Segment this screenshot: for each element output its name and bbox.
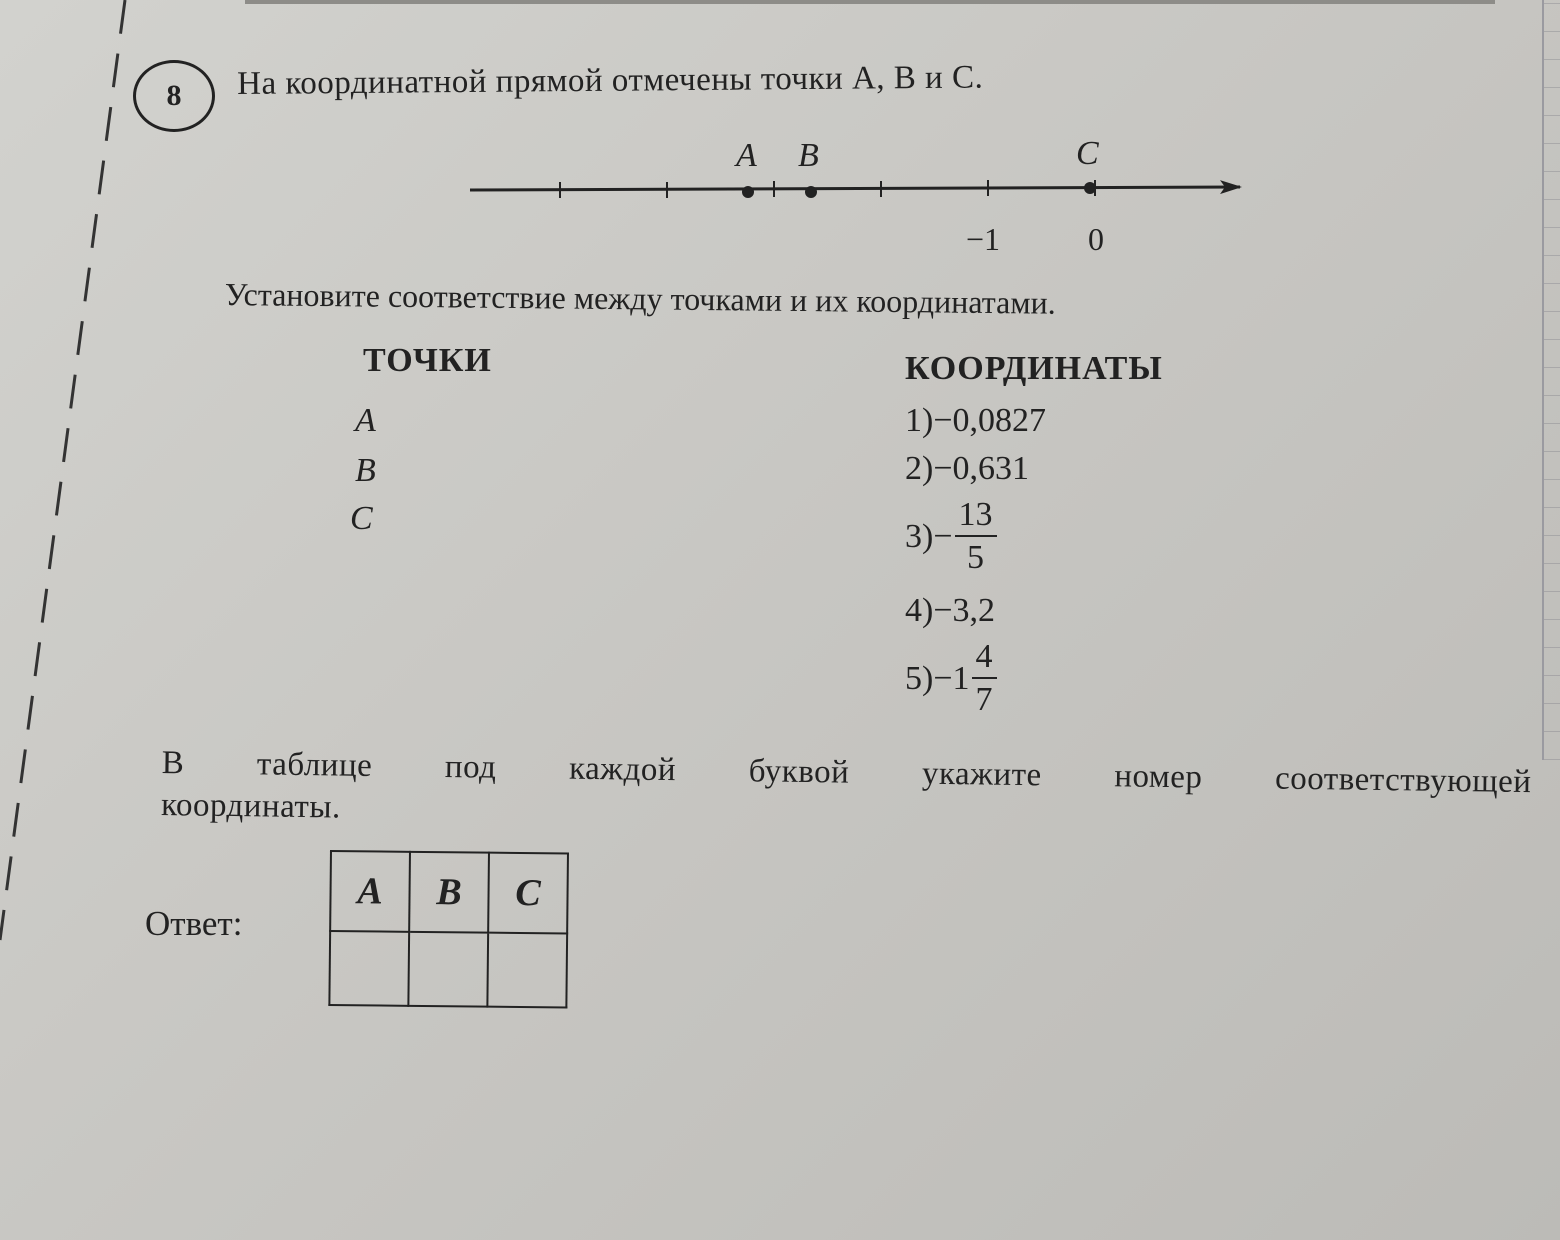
coordinates-header: КООРДИНАТЫ xyxy=(905,350,1163,387)
answer-cell-c[interactable] xyxy=(487,933,567,1008)
point-b-label: B xyxy=(798,137,819,174)
word: номер xyxy=(1114,758,1203,796)
word: В xyxy=(161,744,185,782)
fraction-numerator: 13 xyxy=(955,498,997,537)
point-c-dot xyxy=(1084,182,1096,194)
answer-instruction xyxy=(161,742,1532,845)
option-number: 4) xyxy=(905,592,934,629)
option-number: 1) xyxy=(905,402,934,439)
word: под xyxy=(444,748,497,786)
point-b-item: B xyxy=(355,452,376,489)
option-sign: − xyxy=(933,517,953,555)
point-c-label: C xyxy=(1076,135,1099,172)
tick-label-zero: 0 xyxy=(1088,221,1104,257)
answer-table-header-row xyxy=(330,851,568,933)
option-number: 5) xyxy=(905,659,934,697)
answer-cell-b[interactable] xyxy=(408,932,488,1007)
word: буквой xyxy=(748,753,850,791)
fraction-denominator: 7 xyxy=(975,681,993,718)
fraction xyxy=(955,498,997,575)
option-whole: −1 xyxy=(933,659,970,697)
option-value: −0,0827 xyxy=(933,402,1047,439)
point-a-item: A xyxy=(355,402,376,439)
number-line xyxy=(460,130,1260,260)
point-b-dot xyxy=(805,186,817,198)
answer-instruction-line-2: координаты. xyxy=(160,786,342,826)
adjacent-grid-paper xyxy=(1542,0,1560,760)
points-header: ТОЧКИ xyxy=(363,342,492,379)
task-number-circle xyxy=(133,60,215,132)
fraction-numerator: 4 xyxy=(972,640,997,679)
fraction xyxy=(972,640,997,717)
task-title: На координатной прямой отмечены точки A, B и C. xyxy=(237,59,984,102)
answer-header-a: A xyxy=(330,851,410,932)
word: каждой xyxy=(568,750,677,789)
answer-header-c: C xyxy=(488,853,568,934)
tick-label-minus-one: −1 xyxy=(966,221,1001,257)
word: соответствующей xyxy=(1274,760,1532,801)
answer-table-input-row xyxy=(329,931,567,1007)
coordinate-option-1 xyxy=(905,402,1046,440)
answer-cell-a[interactable] xyxy=(329,931,409,1006)
option-number: 3) xyxy=(905,517,934,555)
point-c-item: C xyxy=(350,500,373,537)
coordinate-option-2 xyxy=(905,450,1029,488)
dashed-cut-line xyxy=(0,0,140,1240)
top-edge-strip xyxy=(245,0,1495,4)
point-a-dot xyxy=(742,186,754,198)
answer-label: Ответ: xyxy=(145,904,243,943)
option-value: −3,2 xyxy=(933,592,996,629)
coordinate-option-3 xyxy=(905,498,997,575)
word: таблице xyxy=(256,746,373,784)
point-a-label: A xyxy=(736,137,757,174)
option-number: 2) xyxy=(905,450,934,487)
instruction-text: Установите соответствие между точками и их координатами. xyxy=(224,276,1056,321)
answer-table xyxy=(328,850,569,1008)
answer-header-b: B xyxy=(409,852,489,933)
coordinate-option-5 xyxy=(905,640,997,717)
word: укажите xyxy=(921,755,1042,794)
option-value: −0,631 xyxy=(933,450,1030,487)
coordinate-option-4 xyxy=(905,592,995,630)
fraction-denominator: 5 xyxy=(967,539,985,576)
number-line-axis xyxy=(470,187,1240,190)
task-number: 8 xyxy=(166,79,182,112)
